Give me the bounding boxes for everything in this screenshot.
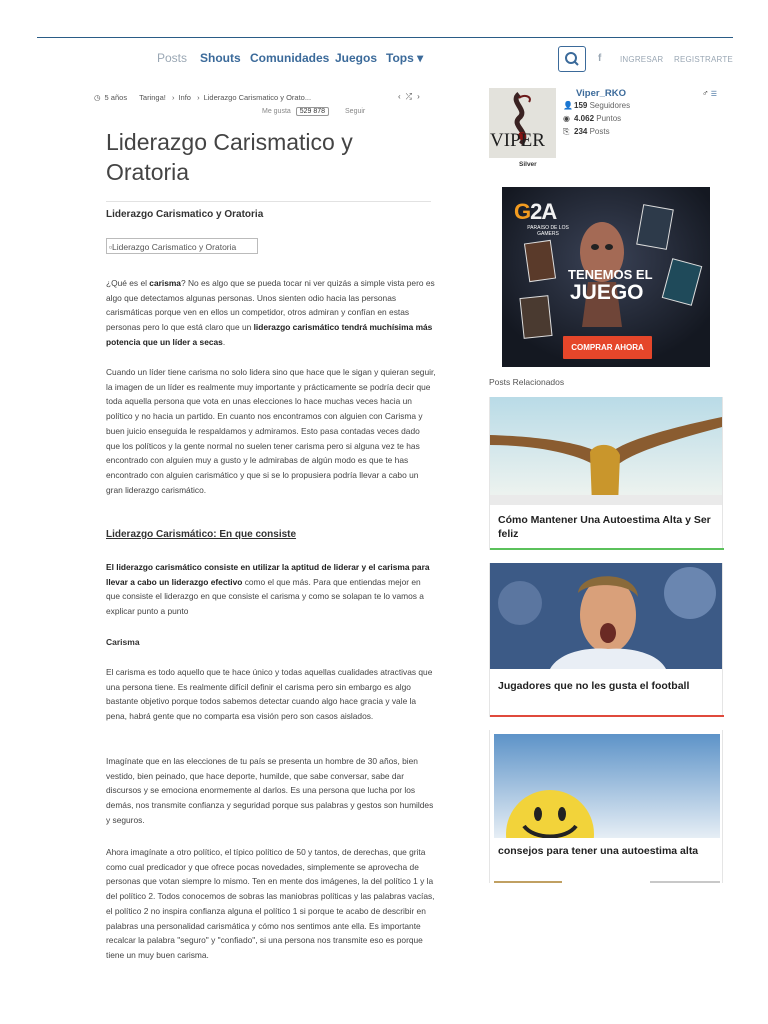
related-post-thumbnail — [494, 734, 720, 838]
related-post-accent-bar — [650, 881, 720, 883]
related-posts-heading: Posts Relacionados — [489, 377, 565, 387]
document-icon: ⎘ — [563, 127, 570, 136]
advertisement-banner[interactable] — [502, 187, 710, 367]
subsection-heading: Carisma — [106, 637, 140, 647]
ad-buy-button[interactable]: COMPRAR AHORA — [563, 336, 652, 359]
title-divider — [106, 201, 431, 202]
chevron-right-icon: › — [197, 93, 200, 102]
random-post-icon[interactable]: ⤮ — [405, 92, 418, 101]
nav-shouts[interactable]: Shouts — [200, 51, 241, 65]
like-count: 529 878 — [296, 107, 329, 116]
points-stat: ◉ 4.062 Puntos — [563, 114, 622, 123]
ad-headline-big: JUEGO — [570, 281, 644, 304]
related-post-accent-bar — [490, 548, 724, 550]
gender-icon: ♂ ☰ — [702, 88, 717, 98]
svg-text:VIPER: VIPER — [490, 130, 545, 151]
user-icon: 👤 — [563, 101, 573, 110]
clock-icon: ◷ — [94, 93, 101, 102]
chevron-right-icon: › — [171, 93, 175, 102]
breadcrumb-site[interactable]: Taringa! — [139, 93, 166, 102]
related-post-card[interactable] — [489, 397, 723, 550]
previous-post-icon[interactable]: ‹ — [398, 92, 406, 101]
nav-posts[interactable]: Posts — [157, 51, 188, 65]
breadcrumb-current: Liderazgo Carismatico y Orato... — [203, 93, 312, 102]
g2a-logo: G2A — [514, 199, 557, 224]
paragraph-3: El liderazgo carismático consiste en utilizar la aptitud de liderar y el carisma para llevar a cabo un liderazgo efectivo como el que más. Para que entiendas mejor en que consiste el liderazgo en que consiste el carisma y como se solapan te lo vamos a explicar punto a punto — [106, 562, 430, 617]
points-icon: ◉ — [563, 114, 570, 123]
related-post-accent-bar — [490, 715, 724, 717]
post-subtitle: Liderazgo Carismatico y Oratoria — [106, 209, 264, 220]
breadcrumb — [94, 93, 315, 102]
paragraph-2: Cuando un líder tiene carisma no solo lidera sino que hace que le sigan y quieran seguir, la imagen de un líder es realmente muy importante y prácticamente se podría decir que toda aquella persona que vota en unas elecciones lo hace muchas veces hacia un político y no hacia un partido. En cuanto nos encontramos con alguien con Carisma y buen juicio enseguida le respaldamos y admiramos. Esto pasa contadas veces dado que los políticos y la gente normal no suelen tener carisma pero si alguna vez te has encontrado con alguien muy a gusto y le admirabas de algún modo es que te has encontrado con alguien carismático y que si se lo propusiera podría llevar a cabo un gran liderazgo carismático. — [106, 367, 436, 495]
broken-image-icon: ▫ — [109, 242, 113, 252]
follow-button[interactable]: Seguir — [345, 108, 366, 115]
post-navigation — [398, 92, 425, 102]
next-post-icon[interactable]: › — [417, 92, 425, 101]
related-post-accent-bar — [494, 881, 562, 883]
ingresar-link[interactable]: INGRESAR — [620, 55, 664, 64]
nav-tops-dropdown[interactable]: Tops ▾ — [386, 51, 424, 65]
breadcrumb-category[interactable]: Info — [178, 93, 191, 102]
paragraph-1: ¿Qué es el carisma? No es algo que se pueda tocar ni ver quizás a simple vista pero es algo que detectamos algunas personas. Unos sienten odio hacia las personas carismáticas porque ven en ellos un competidor, otros admiran y confían en estas personas pero lo que está claro que un liderazgo carismático tendrá muchísima más potencia que un líder a secas. — [106, 278, 435, 347]
username-link[interactable]: Viper_RKO — [576, 88, 626, 99]
ad-tagline: PARAISO DE LOS GAMERS — [527, 225, 569, 237]
paragraph-5: Imagínate que en las elecciones de tu país se presenta un hombre de 30 años, bien vestido, bien peinado, que hace deporte, humilde, que sabe conversar, sabe dar discursos y se emociona enormemente al darlos. Es una persona que lucha por los demás, nos transmite confianza y seguridad porque sus palabras y gestos son humildes y seguros. — [106, 756, 434, 825]
header-divider — [37, 37, 733, 38]
post-title: Liderazgo Carismatico y Oratoria — [106, 129, 353, 185]
posts-stat: ⎘ 234 Posts — [563, 127, 610, 136]
avatar[interactable] — [489, 88, 556, 158]
paragraph-4: El carisma es todo aquello que te hace único y todas aquellas cualidades atractivas que una persona tiene. Es realmente difícil definir el carisma pero sin embargo es algo bastante objetivo porque todos sabemos detectar cuando algo hace gracia y vale la pena, habrá gente que no comparta esa visión pero son casos aislados. — [106, 667, 433, 722]
related-post-thumbnail — [490, 397, 722, 505]
ad-headline: TENEMOS EL — [568, 267, 653, 282]
paragraph-6: Ahora imagínate a otro político, el típico político de 50 y tantos, de derechas, que grita como cual predicador y que ofrece pocas novedades, simplemente se aprovecha de personas que votan siempre lo mismo. Ten en mente dos imágenes, la del político 1 y la del político 2. Todos conocemos de sobras las maniobras políticas y las palabras vacías, el político 2 no inspira confianza alguna el político 1 si porque te acabo de describir en palabras una personalidad carismática y cómo nos sentimos ante ella. Es importante recalcar la palabra "seguro" y "confiado", si una persona nos transmite eso es porque tiene un muy buen carisma. — [106, 847, 435, 960]
nav-juegos[interactable]: Juegos — [335, 51, 378, 65]
post-actions — [262, 107, 365, 116]
broken-image-placeholder — [106, 238, 258, 254]
nav-comunidades[interactable]: Comunidades — [250, 51, 330, 65]
related-post-thumbnail — [490, 563, 722, 669]
related-post-title[interactable]: consejos para tener una autoestima alta — [498, 845, 699, 857]
followers-stat: 👤159 Seguidores — [563, 101, 631, 110]
related-post-card[interactable] — [489, 730, 723, 883]
image-alt-text: Liderazgo Carismatico y Oratoria — [112, 242, 237, 252]
facebook-login-icon[interactable]: f — [598, 53, 602, 64]
user-rank: Silver — [519, 161, 537, 168]
section-heading: Liderazgo Carismático: En que consiste — [106, 529, 297, 540]
related-post-title[interactable]: Jugadores que no les gusta el football — [498, 680, 690, 692]
search-button[interactable] — [558, 46, 586, 72]
post-age: 5 años — [104, 93, 128, 102]
related-post-card[interactable] — [489, 563, 723, 717]
registrarte-link[interactable]: REGISTRARTE — [674, 55, 733, 64]
related-post-title[interactable]: Cómo Mantener Una Autoestima Alta y Ser feliz — [498, 514, 711, 540]
search-icon — [559, 47, 585, 71]
like-button[interactable]: Me gusta — [262, 108, 291, 115]
